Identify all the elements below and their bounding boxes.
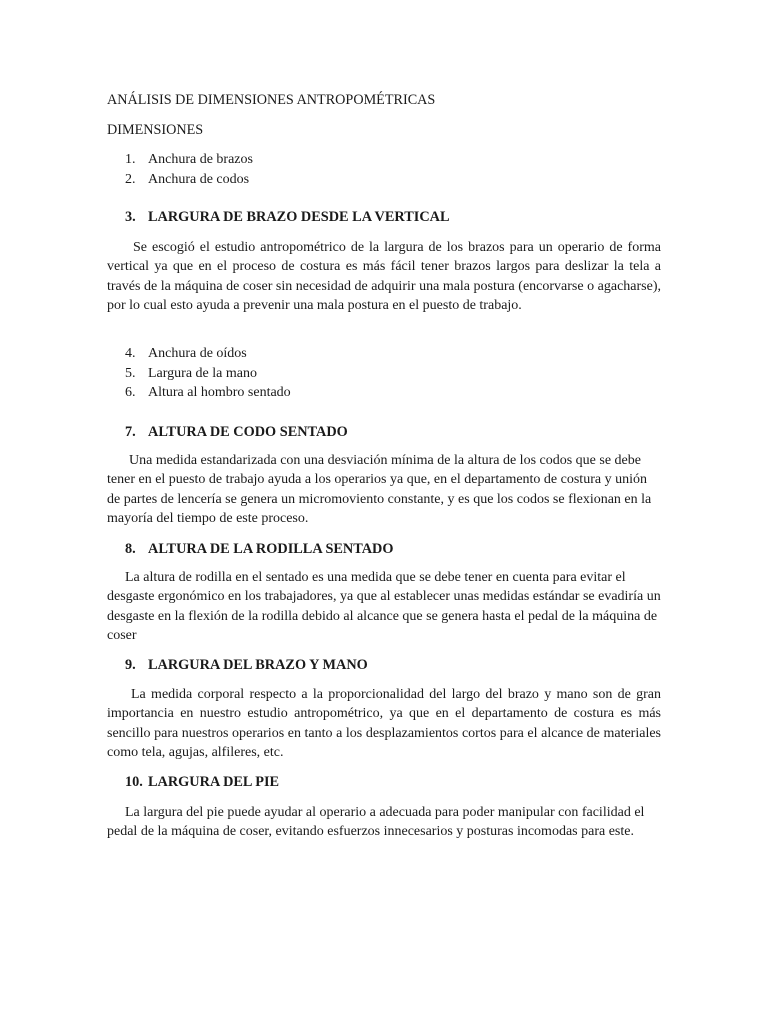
section-heading — [107, 539, 661, 559]
section-body: Una medida estandarizada con una desviación mínima de la altura de los codos que se debe tener en el puesto de trabajo ayuda a los operarios ya que, en el departamento de costura y unión de partes de lencería se genera un micromoviento constante, y es que los codos se flexionan en la mayoría del tiempo de este proceso. — [107, 453, 652, 527]
list-item-text: Anchura de oídos — [148, 346, 247, 361]
section-title: LARGURA DEL BRAZO Y MANO — [148, 657, 368, 673]
section-heading — [107, 207, 661, 227]
list-item-text: Anchura de codos — [148, 171, 250, 187]
section-title: LARGURA DE BRAZO DESDE LA VERTICAL — [148, 209, 450, 225]
section-number: 7. — [125, 424, 136, 440]
list-item-number: 2. — [125, 171, 136, 187]
list-item-number: 1. — [125, 152, 136, 167]
section-body: Se escogió el estudio antropométrico de la largura de los brazos para un operario de forma vertical ya que en el proceso de costura es más fácil tener brazos largos para deslizar la tela a través de la máquina de coser sin necesidad de adquirir una mala postura (encorvarse o agacharse), por lo cual esto ayuda a prevenir una mala postura en el puesto de trabajo. — [107, 240, 661, 314]
section-number: 10. — [125, 774, 143, 790]
section-heading — [107, 422, 661, 442]
dimension-list-2 — [107, 344, 661, 403]
list-item-number: 4. — [125, 346, 136, 361]
section-number: 9. — [125, 657, 136, 673]
dimension-list-1 — [107, 150, 661, 189]
list-item-text: Anchura de brazos — [148, 152, 253, 167]
list-item — [107, 364, 661, 384]
section-title: LARGURA DEL PIE — [148, 774, 280, 790]
section-title: ALTURA DE LA RODILLA SENTADO — [148, 541, 394, 557]
list-item — [107, 150, 661, 170]
section-number: 8. — [125, 541, 136, 557]
section-body: La medida corporal respecto a la proporcionalidad del largo del brazo y mano son de gran importancia en nuestro estudio antropométrico, ya que en el departamento de costura es más sencillo para nuestros operarios en tanto a los desplazamientos cortos para el alcance de materiales como tela, agujas, alfileres, etc. — [107, 687, 661, 761]
section-number: 3. — [125, 209, 136, 225]
section-heading — [107, 772, 661, 792]
list-item-number: 6. — [125, 385, 136, 400]
section-body: La altura de rodilla en el sentado es una medida que se debe tener en cuenta para evitar el desgaste ergonómico en los trabajadores, ya que al establecer unas medidas estándar se evadiría un desgaste en la flexión de la rodilla debido al alcance que se genera hasta el pedal de la máquina de coser — [107, 570, 661, 644]
list-item — [107, 170, 661, 190]
list-item-text: Largura de la mano — [148, 365, 257, 381]
list-item — [107, 344, 661, 364]
list-item — [107, 383, 661, 403]
section-body: La largura del pie puede ayudar al operario a adecuada para poder manipular con facilidad el pedal de la máquina de coser, evitando esfuerzos innecesarios y posturas incomodas para este. — [107, 805, 645, 840]
list-item-number: 5. — [125, 365, 136, 381]
document-title: ANÁLISIS DE DIMENSIONES ANTROPOMÉTRICAS — [107, 92, 436, 108]
section-heading — [107, 655, 661, 675]
list-item-text: Altura al hombro sentado — [148, 385, 291, 400]
dimensions-label: DIMENSIONES — [107, 122, 204, 138]
section-title: ALTURA DE CODO SENTADO — [148, 424, 348, 440]
